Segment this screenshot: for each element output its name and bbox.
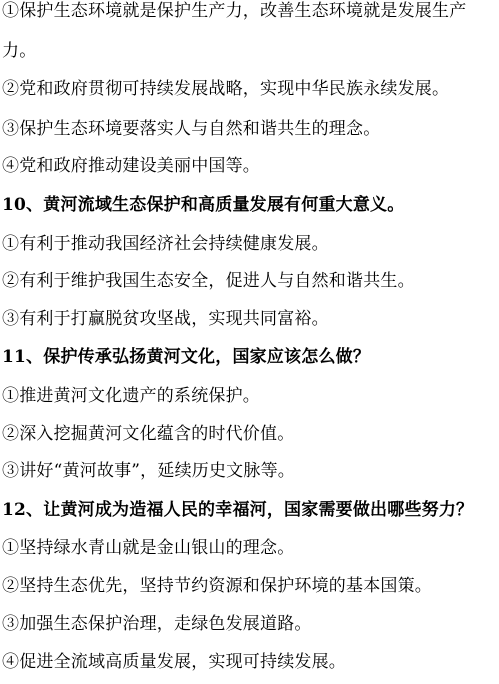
answer-item: ①有利于推动我国经济社会持续健康发展。 bbox=[2, 234, 329, 254]
answer-item: ①推进黄河文化遗产的系统保护。 bbox=[2, 386, 260, 406]
answer-item: ④党和政府推动建设美丽中国等。 bbox=[2, 156, 260, 176]
question-heading: 11、保护传承弘扬黄河文化，国家应该怎么做？ bbox=[2, 347, 371, 367]
answer-item: ③保护生态环境要落实人与自然和谐共生的理念。 bbox=[2, 119, 381, 139]
answer-item: 力。 bbox=[2, 41, 37, 61]
answer-item: ①保护生态环境就是保护生产力，改善生态环境就是发展生产 bbox=[2, 1, 467, 21]
question-heading: 10、黄河流域生态保护和高质量发展有何重大意义。 bbox=[2, 195, 405, 215]
answer-item: ④促进全流域高质量发展，实现可持续发展。 bbox=[2, 652, 346, 672]
answer-item: ②坚持生态优先，坚持节约资源和保护环境的基本国策。 bbox=[2, 576, 432, 596]
answer-item: ③讲好“黄河故事”，延续历史文脉等。 bbox=[2, 461, 295, 481]
answer-item: ②深入挖掘黄河文化蕴含的时代价值。 bbox=[2, 424, 295, 444]
answer-item: ②有利于维护我国生态安全，促进人与自然和谐共生。 bbox=[2, 271, 415, 291]
answer-item: ①坚持绿水青山就是金山银山的理念。 bbox=[2, 538, 295, 558]
answer-item: ③有利于打赢脱贫攻坚战，实现共同富裕。 bbox=[2, 309, 329, 329]
answer-item: ②党和政府贯彻可持续发展战略，实现中华民族永续发展。 bbox=[2, 79, 450, 99]
answer-item: ③加强生态保护治理，走绿色发展道路。 bbox=[2, 614, 312, 634]
question-heading: 12、让黄河成为造福人民的幸福河，国家需要做出哪些努力？ bbox=[2, 500, 474, 520]
